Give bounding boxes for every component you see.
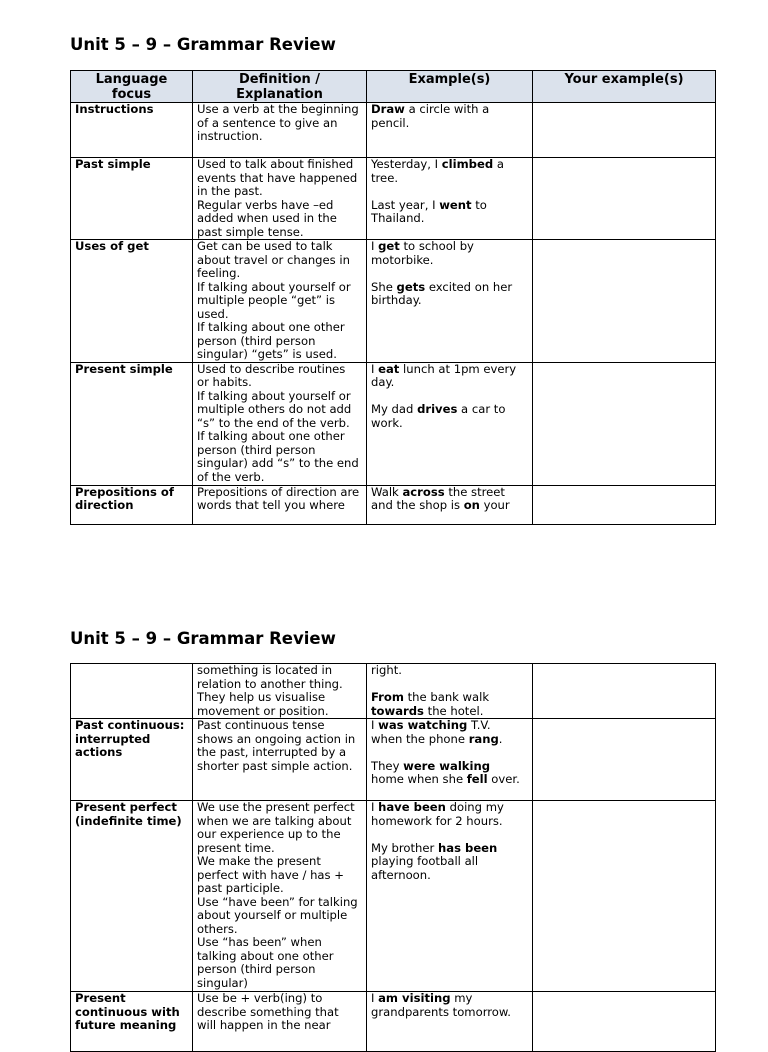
- cell-examples: [367, 240, 533, 363]
- focus-line: Uses of get: [75, 239, 149, 253]
- cell-language-focus: [71, 362, 193, 485]
- cell-language-focus: [71, 240, 193, 363]
- cell-examples: [367, 719, 533, 801]
- example-text: birthday.: [371, 293, 422, 307]
- example-text: I: [371, 800, 379, 814]
- example-line: [371, 240, 528, 254]
- table-row: [71, 992, 716, 1052]
- definition-line: Used to describe routines: [197, 361, 346, 376]
- example-line: [371, 855, 528, 869]
- example-text: My brother: [371, 840, 438, 855]
- example-text: motorbike.: [371, 252, 434, 267]
- table-row: [71, 240, 716, 363]
- definition-line: If talking about yourself or: [197, 279, 351, 294]
- definition-line: Use be + verb(ing) to: [197, 991, 323, 1005]
- definition-line: We use the present perfect: [197, 800, 355, 814]
- header-language-focus: Language focus: [71, 71, 193, 103]
- example-keyword: rang: [468, 731, 499, 746]
- example-text: I: [371, 239, 379, 253]
- cell-definition: [193, 992, 367, 1052]
- cell-your-examples[interactable]: [533, 992, 716, 1052]
- example-keyword: climbed: [441, 157, 494, 171]
- definition-line: singular): [197, 975, 248, 990]
- example-text: Walk: [371, 484, 403, 499]
- header-definition: Definition / Explanation: [193, 71, 367, 103]
- example-text: the street: [444, 484, 505, 499]
- focus-line: continuous with: [75, 1004, 180, 1019]
- example-text: .: [498, 731, 503, 746]
- example-line: [371, 254, 528, 268]
- example-line: [371, 499, 528, 513]
- definition-line: others.: [197, 921, 238, 936]
- definition-line: singular) add “s” to the end: [197, 456, 359, 470]
- example-text: my: [450, 991, 473, 1005]
- example-text: afternoon.: [371, 867, 431, 882]
- example-line: [371, 842, 528, 856]
- example-line: [371, 828, 528, 842]
- grammar-table-page-1: [70, 70, 715, 525]
- cell-examples: [367, 485, 533, 524]
- focus-line: interrupted: [75, 731, 151, 746]
- definition-line: added when used in the: [197, 211, 337, 225]
- example-text: a: [493, 157, 504, 171]
- example-keyword: drives: [417, 402, 458, 416]
- definition-line: We make the present: [197, 854, 321, 868]
- cell-your-examples[interactable]: [533, 801, 716, 992]
- example-keyword: get: [378, 239, 400, 253]
- example-text: I: [371, 991, 379, 1005]
- example-text: day.: [371, 375, 395, 389]
- example-keyword: eat: [378, 361, 400, 376]
- example-line: [371, 760, 528, 774]
- example-text: Last year, I: [371, 197, 440, 212]
- table-row: [71, 664, 716, 719]
- definition-line: talking about one other: [197, 948, 334, 963]
- example-text: playing football all: [371, 854, 479, 868]
- definition-line: They help us visualise: [197, 690, 326, 704]
- example-line: [371, 267, 528, 281]
- example-line: [371, 212, 528, 226]
- definition-line: instruction.: [197, 129, 263, 143]
- table-row: [71, 158, 716, 240]
- cell-language-focus: [71, 158, 193, 240]
- definition-line: something is located in: [197, 663, 333, 677]
- cell-definition: [193, 801, 367, 992]
- definition-line: past participle.: [197, 881, 284, 895]
- example-text: the bank walk: [403, 690, 490, 704]
- cell-definition: [193, 362, 367, 485]
- example-text: excited on her: [425, 279, 513, 294]
- definition-line: shorter past simple action.: [197, 758, 353, 773]
- definition-line: of the verb.: [197, 469, 265, 484]
- cell-definition: [193, 485, 367, 524]
- example-text: Yesterday, I: [371, 157, 442, 171]
- definition-line: Prepositions of direction are: [197, 484, 360, 499]
- example-line: [371, 403, 528, 417]
- definition-line: shows an ongoing action in: [197, 731, 356, 746]
- definition-line: multiple people “get” is: [197, 293, 336, 307]
- focus-line: Instructions: [75, 102, 154, 116]
- definition-line: person (third person: [197, 962, 316, 976]
- cell-examples: [367, 158, 533, 240]
- table-header-row: [71, 71, 716, 103]
- cell-examples: [367, 992, 533, 1052]
- example-line: [371, 691, 528, 705]
- definition-line: about yourself or multiple: [197, 908, 348, 922]
- example-line: [371, 705, 528, 719]
- table-row: [71, 103, 716, 158]
- example-text: a circle with a: [404, 102, 490, 116]
- definition-line: If talking about one other: [197, 320, 345, 334]
- example-text: and the shop is: [371, 498, 464, 512]
- definition-line: the past, interrupted by a: [197, 745, 347, 759]
- example-text: home when she: [371, 772, 467, 786]
- definition-line: in the past.: [197, 184, 263, 198]
- example-text: a car to: [457, 402, 506, 416]
- example-line: [371, 815, 528, 829]
- example-line: [371, 281, 528, 295]
- focus-line: Past continuous:: [75, 718, 185, 732]
- definition-line: person (third person: [197, 442, 316, 457]
- focus-line: Present: [75, 991, 126, 1005]
- grammar-table-page-2: [70, 663, 715, 1032]
- cell-language-focus: [71, 664, 193, 719]
- focus-line: direction: [75, 498, 134, 512]
- definition-line: when we are talking about: [197, 813, 352, 828]
- table-row: [71, 362, 716, 485]
- example-text: lunch at 1pm every: [399, 361, 517, 376]
- example-keyword: on: [463, 498, 480, 512]
- example-keyword: were walking: [403, 758, 491, 773]
- table-row: [71, 801, 716, 992]
- definition-line: present time.: [197, 840, 275, 855]
- cell-your-examples[interactable]: [533, 240, 716, 363]
- example-text: when the phone: [371, 731, 469, 746]
- example-text: My dad: [371, 402, 418, 416]
- example-keyword: Draw: [371, 102, 405, 116]
- cell-examples: [367, 362, 533, 485]
- cell-examples: [367, 664, 533, 719]
- example-keyword: From: [371, 690, 404, 704]
- focus-line: actions: [75, 745, 123, 759]
- definition-line: events that have happened: [197, 170, 358, 185]
- example-text: doing my: [445, 800, 504, 814]
- example-line: [371, 390, 528, 404]
- header-your-examples: Your example(s): [533, 71, 716, 103]
- definition-line: past simple tense.: [197, 224, 304, 239]
- example-text: work.: [371, 415, 403, 430]
- example-line: [371, 719, 528, 733]
- example-text: the hotel.: [423, 703, 484, 718]
- example-line: [371, 158, 528, 172]
- example-line: [371, 417, 528, 431]
- definition-line: used.: [197, 306, 229, 321]
- example-text: I: [371, 361, 379, 376]
- example-line: [371, 103, 528, 117]
- example-line: [371, 294, 528, 308]
- cell-language-focus: [71, 485, 193, 524]
- definition-line: movement or position.: [197, 703, 329, 718]
- definition-line: Regular verbs have –ed: [197, 197, 334, 212]
- definition-line: about travel or changes in: [197, 252, 350, 267]
- example-text: T.V.: [467, 718, 491, 732]
- cell-examples: [367, 103, 533, 158]
- definition-line: words that tell you where: [197, 498, 345, 512]
- example-line: [371, 376, 528, 390]
- focus-line: Prepositions of: [75, 484, 174, 499]
- definition-line: “s” to the end of the verb.: [197, 415, 350, 430]
- example-text: I: [371, 718, 379, 732]
- definition-line: feeling.: [197, 266, 241, 280]
- example-line: [371, 992, 528, 1006]
- example-text: right.: [371, 663, 402, 677]
- cell-definition: [193, 664, 367, 719]
- definition-line: describe something that: [197, 1004, 339, 1019]
- example-line: [371, 664, 528, 678]
- example-line: [371, 363, 528, 377]
- definition-line: If talking about yourself or: [197, 388, 351, 403]
- example-keyword: fell: [466, 772, 488, 786]
- example-keyword: across: [402, 484, 445, 499]
- example-text: She: [371, 279, 397, 294]
- example-line: [371, 746, 528, 760]
- page-title: Unit 5 – 9 – Grammar Review: [70, 629, 336, 648]
- cell-definition: [193, 103, 367, 158]
- focus-line: Present perfect: [75, 800, 177, 814]
- definition-line: If talking about one other: [197, 429, 345, 443]
- cell-your-examples[interactable]: [533, 103, 716, 158]
- example-text: tree.: [371, 170, 399, 185]
- definition-line: Use “have been” for talking: [197, 894, 358, 909]
- definition-line: Use “has been” when: [197, 935, 322, 949]
- focus-line: (indefinite time): [75, 813, 182, 828]
- definition-line: Use a verb at the beginning: [197, 102, 359, 116]
- example-text: pencil.: [371, 115, 410, 130]
- header-examples: Example(s): [367, 71, 533, 103]
- example-text: homework for 2 hours.: [371, 813, 503, 828]
- example-keyword: have been: [378, 800, 446, 814]
- example-line: [371, 1006, 528, 1020]
- cell-definition: [193, 240, 367, 363]
- definition-line: of a sentence to give an: [197, 115, 338, 130]
- table-row: [71, 719, 716, 801]
- cell-your-examples[interactable]: [533, 664, 716, 719]
- definition-line: Used to talk about finished: [197, 157, 354, 171]
- cell-your-examples[interactable]: [533, 719, 716, 801]
- example-text: grandparents tomorrow.: [371, 1004, 511, 1019]
- example-keyword: was watching: [378, 718, 468, 732]
- example-text: Thailand.: [371, 211, 425, 225]
- page-title: Unit 5 – 9 – Grammar Review: [70, 35, 336, 54]
- example-keyword: am visiting: [378, 991, 451, 1005]
- cell-definition: [193, 719, 367, 801]
- example-line: [371, 801, 528, 815]
- definition-line: perfect with have / has +: [197, 867, 344, 882]
- example-text: to: [471, 197, 487, 212]
- definition-line: our experience up to the: [197, 827, 341, 841]
- example-line: [371, 869, 528, 883]
- table-row: [71, 485, 716, 524]
- cell-language-focus: [71, 992, 193, 1052]
- definition-line: Get can be used to talk: [197, 239, 333, 253]
- definition-line: Past continuous tense: [197, 718, 325, 732]
- example-line: [371, 172, 528, 186]
- cell-your-examples[interactable]: [533, 362, 716, 485]
- cell-language-focus: [71, 103, 193, 158]
- cell-your-examples[interactable]: [533, 485, 716, 524]
- example-keyword: has been: [438, 840, 498, 855]
- example-line: [371, 678, 528, 692]
- example-keyword: went: [439, 197, 472, 212]
- example-text: They: [371, 758, 404, 773]
- definition-line: person (third person: [197, 333, 316, 348]
- focus-line: Past simple: [75, 157, 151, 171]
- example-line: [371, 185, 528, 199]
- example-line: [371, 486, 528, 500]
- example-line: [371, 117, 528, 131]
- cell-definition: [193, 158, 367, 240]
- cell-language-focus: [71, 801, 193, 992]
- focus-line: Present simple: [75, 361, 173, 376]
- example-line: [371, 199, 528, 213]
- cell-examples: [367, 801, 533, 992]
- example-keyword: towards: [371, 703, 424, 718]
- example-keyword: gets: [396, 279, 426, 294]
- definition-line: singular) “gets” is used.: [197, 347, 337, 361]
- focus-line: future meaning: [75, 1018, 177, 1032]
- example-text: your: [479, 498, 510, 512]
- example-line: [371, 733, 528, 747]
- example-text: over.: [487, 772, 520, 786]
- cell-language-focus: [71, 719, 193, 801]
- cell-your-examples[interactable]: [533, 158, 716, 240]
- definition-line: multiple others do not add: [197, 402, 352, 416]
- definition-line: or habits.: [197, 375, 252, 389]
- example-text: to school by: [399, 239, 474, 253]
- definition-line: relation to another thing.: [197, 676, 343, 691]
- definition-line: will happen in the near: [197, 1018, 331, 1032]
- example-line: [371, 773, 528, 787]
